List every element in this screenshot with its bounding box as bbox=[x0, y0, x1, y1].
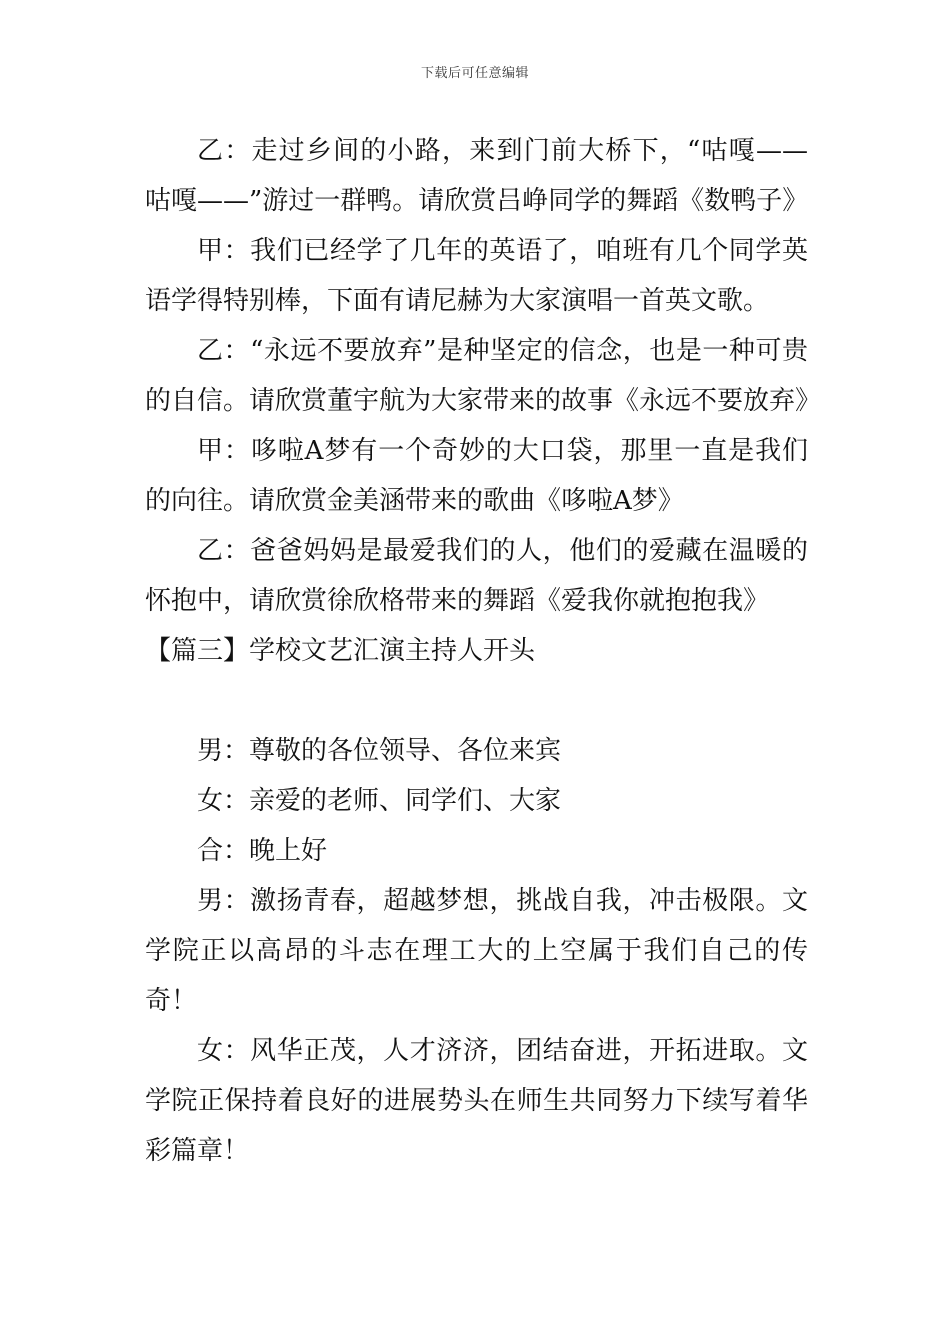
paragraph-greeting-together: 合：晚上好 bbox=[197, 836, 328, 866]
paragraph-female-talent: 女：风华正茂，人才济济，团结奋进，开拓进取。文学院正保持着良好的进展势头在师生共同努力下续写着华彩篇章！ bbox=[145, 1036, 808, 1166]
paragraph-doraemon: 甲：哆啦A梦有一个奇妙的大口袋，那里一直是我们的向往。请欣赏金美涵带来的歌曲《哆啦A梦》 bbox=[145, 436, 808, 516]
paragraph-duck-dance: 乙：走过乡间的小路，来到门前大桥下，“咕嘎——咕嘎——”游过一群鸭。请欣赏吕峥同学的舞蹈《数鸭子》 bbox=[145, 136, 809, 216]
paragraph-greeting-female: 女：亲爱的老师、同学们、大家 bbox=[197, 786, 562, 816]
document-body bbox=[145, 126, 822, 1176]
section-heading: 【篇三】学校文艺汇演主持人开头 bbox=[145, 636, 536, 666]
paragraph-hug-dance: 乙：爸爸妈妈是最爱我们的人，他们的爱藏在温暖的怀抱中，请欣赏徐欣格带来的舞蹈《爱我你就抱抱我》 bbox=[145, 536, 808, 616]
blank-line bbox=[145, 676, 808, 726]
paragraph-english-song: 甲：我们已经学了几年的英语了，咱班有几个同学英语学得特别棒，下面有请尼赫为大家演唱一首英文歌。 bbox=[145, 236, 808, 316]
page-header: 下载后可任意编辑 bbox=[420, 66, 529, 81]
paragraph-never-give-up: 乙：“永远不要放弃”是种坚定的信念，也是一种可贵的自信。请欣赏董宇航为大家带来的故事《永远不要放弃》 bbox=[145, 336, 822, 416]
paragraph-male-youth: 男：激扬青春，超越梦想，挑战自我，冲击极限。文学院正以高昂的斗志在理工大的上空属于我们自己的传奇！ bbox=[145, 886, 808, 1016]
paragraph-greeting-male: 男：尊敬的各位领导、各位来宾 bbox=[197, 736, 562, 766]
